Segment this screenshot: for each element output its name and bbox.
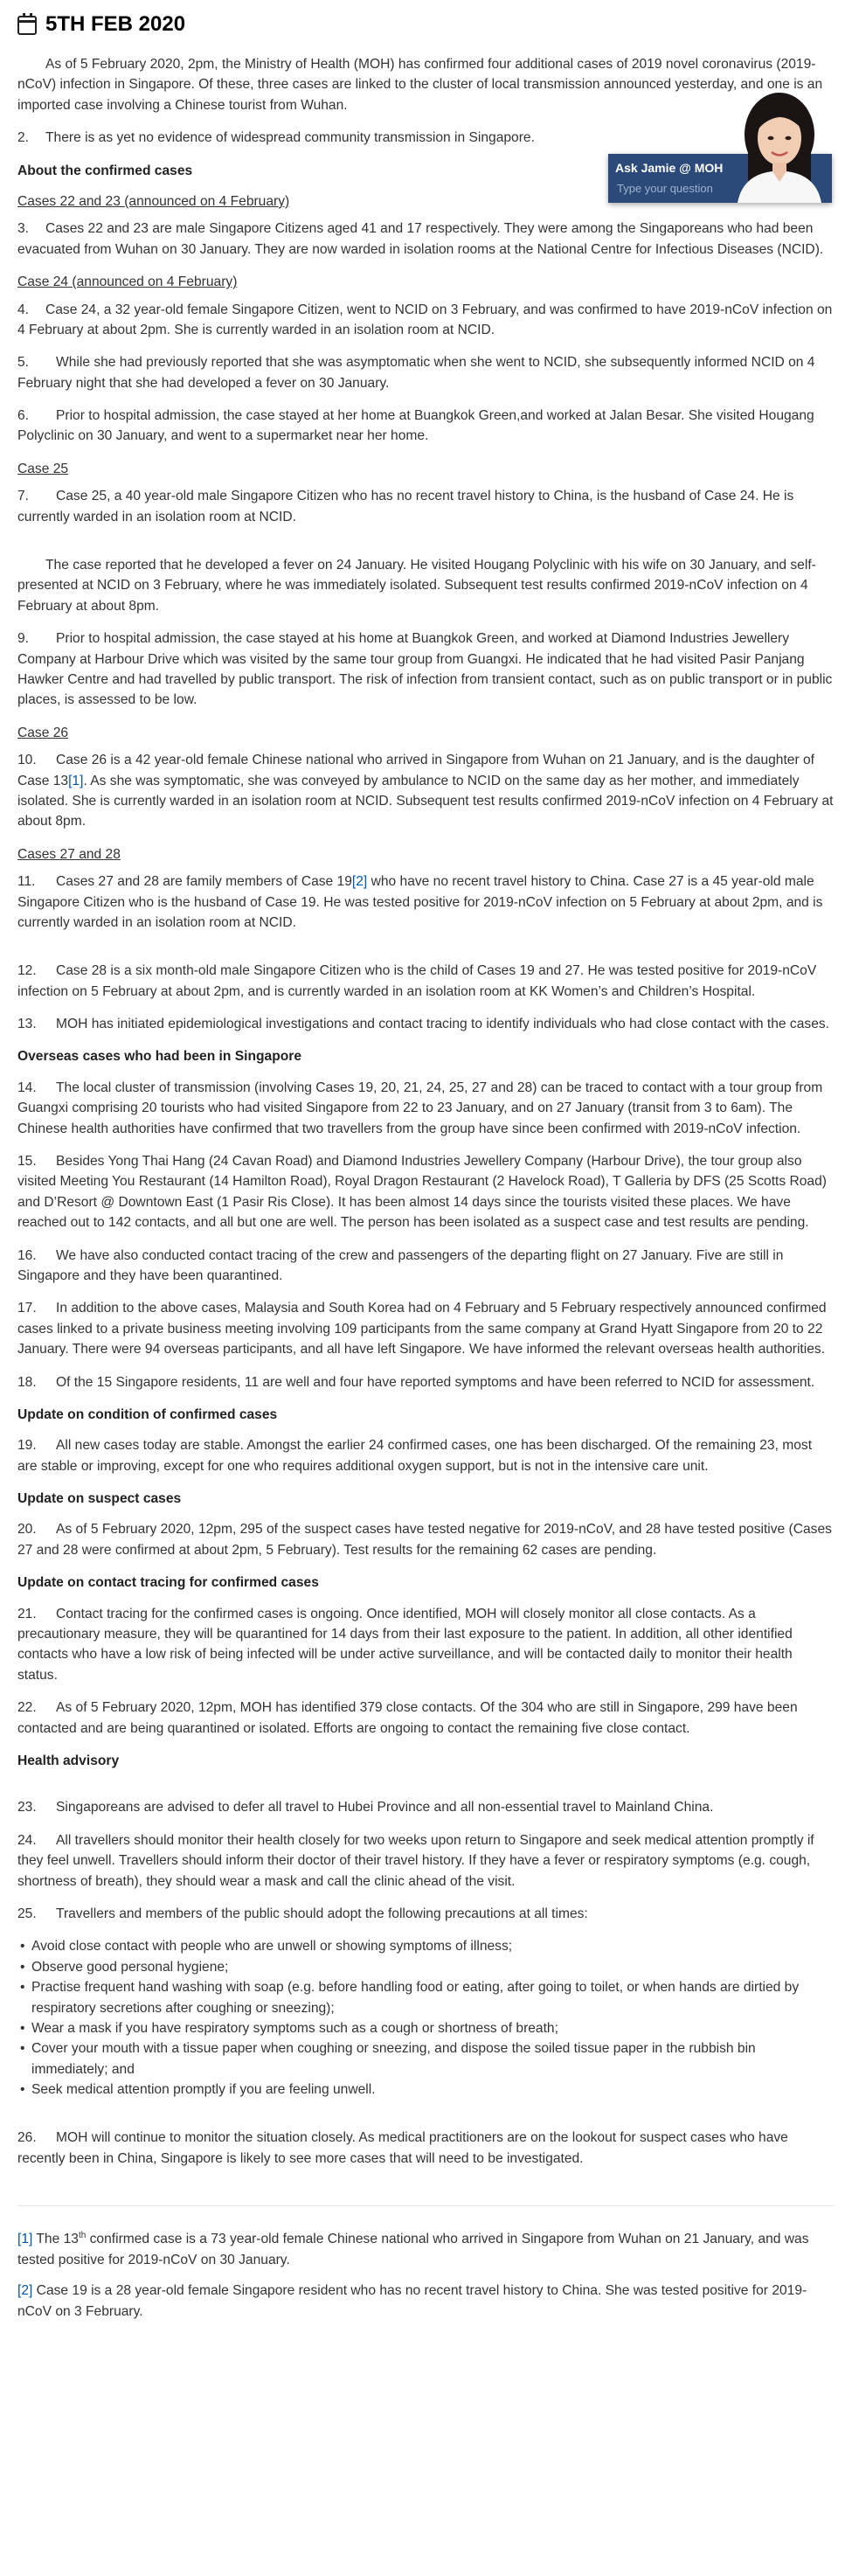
paragraph-13: 13. MOH has initiated epidemiological investigations and contact tracing to identify individuals who had close contact with the cases. — [17, 1017, 829, 1032]
page-title-text: 5TH FEB 2020 — [45, 12, 186, 36]
paragraph-19: 19. All new cases today are stable. Amongst the earlier 24 confirmed cases, one has been discharged. Of the remaining 23, most are stable or improving, except for one who requires additional oxygen support, but is not in the intensive care unit. — [17, 1438, 813, 1474]
ask-jamie-input[interactable] — [613, 178, 736, 198]
paragraph-25: 25. Travellers and members of the public should adopt the following precautions at all times: — [17, 1906, 588, 1921]
paragraph-16: 16. We have also conducted contact tracing of the crew and passengers of the departing flight on 27 January. Five are still in Singapore and they have been quarantined. — [17, 1247, 784, 1283]
list-item: • Wear a mask if you have respiratory symptoms such as a cough or shortness of breath; — [17, 2018, 835, 2038]
paragraph-26: 26. MOH will continue to monitor the situation closely. As medical practitioners are on the lookout for suspect cases who have recently been in China, Singapore is likely to see more cases that will need to be investigated. — [17, 2130, 788, 2166]
paragraph-10: 10. Case 26 is a 42 year-old female Chinese national who arrived in Singapore from Wuhan on 21 January, and is the daughter of Case 13[1]. As she was symptomatic, she was conveyed by ambulance to NCID on the same day as her mother, and immediately isolated. She is currently warded in an isolation room at NCID. Subsequent test results confirmed 2019-nCoV infection on 4 February at about 8pm. — [17, 753, 834, 830]
subheading-cases-27-28: Cases 27 and 28 — [17, 846, 121, 862]
heading-overseas-cases: Overseas cases who had been in Singapore — [17, 1049, 301, 1065]
footnote-link-2[interactable]: [2] — [351, 874, 368, 890]
footnote-1: [1] The 13th confirmed case is a 73 year-old female Chinese national who arrived in Singapore from Wuhan on 21 January, and was tested positive for 2019-nCoV on 30 January. — [17, 2231, 809, 2267]
ask-jamie-widget[interactable] — [608, 86, 832, 205]
paragraph-3: 3. Cases 22 and 23 are male Singapore Citizens aged 41 and 17 respectively. They were among the Singaporeans who had been evacuated from Wuhan on 30 January. They are now warded in isolation rooms at the National Centre for Infectious Diseases (NCID). — [17, 221, 824, 257]
ask-jamie-label: Ask Jamie @ MOH — [615, 161, 724, 175]
paragraph-11: 11. Cases 27 and 28 are family members of Case 19[2] who have no recent travel history to China. Case 27 is a 45 year-old male Singapore Citizen who is the husband of Case 19. He was tested positive for 2019-nCoV infection on 5 February at about 2pm, and is currently warded in an isolation room at NCID. — [17, 874, 823, 930]
subheading-case-26: Case 26 — [17, 725, 69, 740]
assistant-avatar-image — [731, 86, 828, 203]
heading-health-advisory: Health advisory — [17, 1753, 120, 1768]
precautions-list — [17, 1936, 835, 2100]
paragraph-14: 14. The local cluster of transmission (involving Cases 19, 20, 21, 24, 25, 27 and 28) can be traced to contact with a tour group from Guangxi comprising 20 tourists who had visited Singapore from 22 to 23 January, and on 27 January (transit from 3 to 6am). The Chinese health authorities have confirmed that two travellers from the group have since been confirmed with 2019-nCoV infection. — [17, 1080, 823, 1136]
heading-condition-update: Update on condition of confirmed cases — [17, 1406, 278, 1422]
list-item: • Cover your mouth with a tissue paper when coughing or sneezing, and dispose the soiled tissue paper in the rubbish bin immediately; and — [17, 2038, 835, 2080]
paragraph-5: 5. While she had previously reported that she was asymptomatic when she went to NCID, she subsequently informed NCID on 4 February night that she had developed a fever on 30 January. — [17, 355, 815, 391]
paragraph-4: 4. Case 24, a 32 year-old female Singapore Citizen, went to NCID on 3 February, and was confirmed to have 2019-nCoV infection on 4 February at about 2pm. She is currently warded in an isolation room at NCID. — [17, 302, 833, 337]
footnote-anchor-1[interactable]: [1] — [17, 2232, 33, 2247]
paragraph-18: 18. Of the 15 Singapore residents, 11 are well and four have reported symptoms and have been referred to NCID for assessment. — [17, 1374, 815, 1390]
heading-contact-tracing: Update on contact tracing for confirmed cases — [17, 1575, 319, 1591]
footnote-anchor-2[interactable]: [2] — [17, 2283, 33, 2299]
paragraph-2: 2. There is as yet no evidence of widespread community transmission in Singapore. — [17, 130, 535, 146]
subheading-case-25: Case 25 — [17, 461, 69, 476]
paragraph-7: 7. Case 25, a 40 year-old male Singapore Citizen who has no recent travel history to China, is the husband of Case 24. He is currently warded in an isolation room at NCID. — [17, 489, 794, 524]
paragraph-22: 22. As of 5 February 2020, 12pm, MOH has identified 379 close contacts. Of the 304 who are still in Singapore, 299 have been contacted and are being quarantined or isolated. Efforts are ongoing to contact the remaining five close contact. — [17, 1700, 798, 1736]
paragraph-12: 12. Case 28 is a six month-old male Singapore Citizen who is the child of Cases 19 and 27. He was tested positive for 2019-nCoV infection on 5 February at about 2pm, and is currently warded in an isolation room at KK Women’s and Children’s Hospital. — [17, 963, 817, 999]
paragraph-23: 23. Singaporeans are advised to defer all travel to Hubei Province and all non-essential travel to Mainland China. — [17, 1800, 714, 1816]
intro-paragraph: As of 5 February 2020, 2pm, the Ministry of Health (MOH) has confirmed four additional cases of 2019 novel coronavirus (2019-nCoV) infection in Singapore. Of these, three cases are linked to the cluster of local transmission announced yesterday, and one is an imported case involving a Chinese tourist from Wuhan. — [17, 57, 823, 113]
footnote-2: [2] Case 19 is a 28 year-old female Singapore resident who has no recent travel history to China. She was tested positive for 2019-nCoV on 3 February. — [17, 2283, 807, 2319]
subheading-cases-22-23: Cases 22 and 23 (announced on 4 February) — [17, 193, 290, 209]
list-item: • Observe good personal hygiene; — [17, 1957, 835, 1977]
paragraph-9: 9. Prior to hospital admission, the case stayed at his home at Buangkok Green, and worked at Diamond Industries Jewellery Company at Harbour Drive which was visited by the same tour group from Guangxi. He indicated that he had visited Pasir Panjang Hawker Centre and had travelled by public transport. The risk of infection from transient contact, such as on public transport or in public places, is assessed to be low. — [17, 631, 833, 708]
assistant-avatar — [731, 86, 828, 203]
heading-about-confirmed-cases: About the confirmed cases — [17, 163, 193, 178]
subheading-case-24: Case 24 (announced on 4 February) — [17, 274, 238, 290]
list-item: • Avoid close contact with people who are unwell or showing symptoms of illness; — [17, 1936, 835, 1956]
paragraph-8: The case reported that he developed a fever on 24 January. He visited Hougang Polyclinic with his wife on 30 January, and self-presented at NCID on 3 February, where he was immediately isolated. Subsequent test results confirmed 2019-nCoV infection on 4 February at about 8pm. — [17, 558, 816, 614]
list-item: • Practise frequent hand washing with soap (e.g. before handling food or eating, after going to toilet, or when hands are dirtied by respiratory secretions after coughing or sneezing); — [17, 1977, 835, 2018]
footnotes — [17, 2205, 835, 2322]
page-title — [17, 9, 835, 40]
paragraph-6: 6. Prior to hospital admission, the case stayed at her home at Buangkok Green,and worked at Jalan Besar. She visited Hougang Polyclinic on 30 January, and went to a supermarket near her home. — [17, 408, 814, 444]
paragraph-24: 24. All travellers should monitor their health closely for two weeks upon return to Singapore and seek medical attention promptly if they feel unwell. Travellers should inform their doctor of their travel history. If they have a fever or respiratory symptoms (e.g. cough, shortness of breath), they should wear a mask and call the clinic ahead of the visit. — [17, 1832, 814, 1889]
paragraph-20: 20. As of 5 February 2020, 12pm, 295 of the suspect cases have tested negative for 2019-nCoV, and 28 have tested positive (Cases 27 and 28 were confirmed at about 2pm, 5 February). Test results for the remaining 62 cases are pending. — [17, 1522, 832, 1558]
heading-suspect-cases: Update on suspect cases — [17, 1491, 182, 1507]
list-item: • Seek medical attention promptly if you are feeling unwell. — [17, 2080, 835, 2100]
footnote-link-1[interactable]: [1] — [68, 773, 84, 788]
calendar-icon — [17, 16, 37, 35]
paragraph-21: 21. Contact tracing for the confirmed cases is ongoing. Once identified, MOH will closely monitor all close contacts. As a precautionary measure, they will be quarantined for 14 days from their last exposure to the patient. In addition, all other identified contacts who have a low risk of being infected will be under active surveillance, and will be contacted daily to monitor their health status. — [17, 1606, 793, 1683]
paragraph-15: 15. Besides Yong Thai Hang (24 Cavan Road) and Diamond Industries Jewellery Company (Harbour Drive), the tour group also visited Meeting You Restaurant (14 Hamilton Road), Royal Dragon Restaurant (2 Havelock Road), T Galleria by DFS (25 Scotts Road) and D’Resort @ Downtown East (1 Pasir Ris Close). It has been almost 14 days since the tourists visited these places. We have reached out to 142 contacts, and all but one are well. The person has been isolated as a suspect case and test results are pending. — [17, 1154, 827, 1231]
paragraph-17: 17. In addition to the above cases, Malaysia and South Korea had on 4 February and 5 February respectively announced confirmed cases linked to a private business meeting involving 109 participants from the same company at Grand Hyatt Singapore from 20 to 22 January. There were 94 overseas participants, and all have left Singapore. We have informed the relevant overseas health authorities. — [17, 1301, 827, 1357]
